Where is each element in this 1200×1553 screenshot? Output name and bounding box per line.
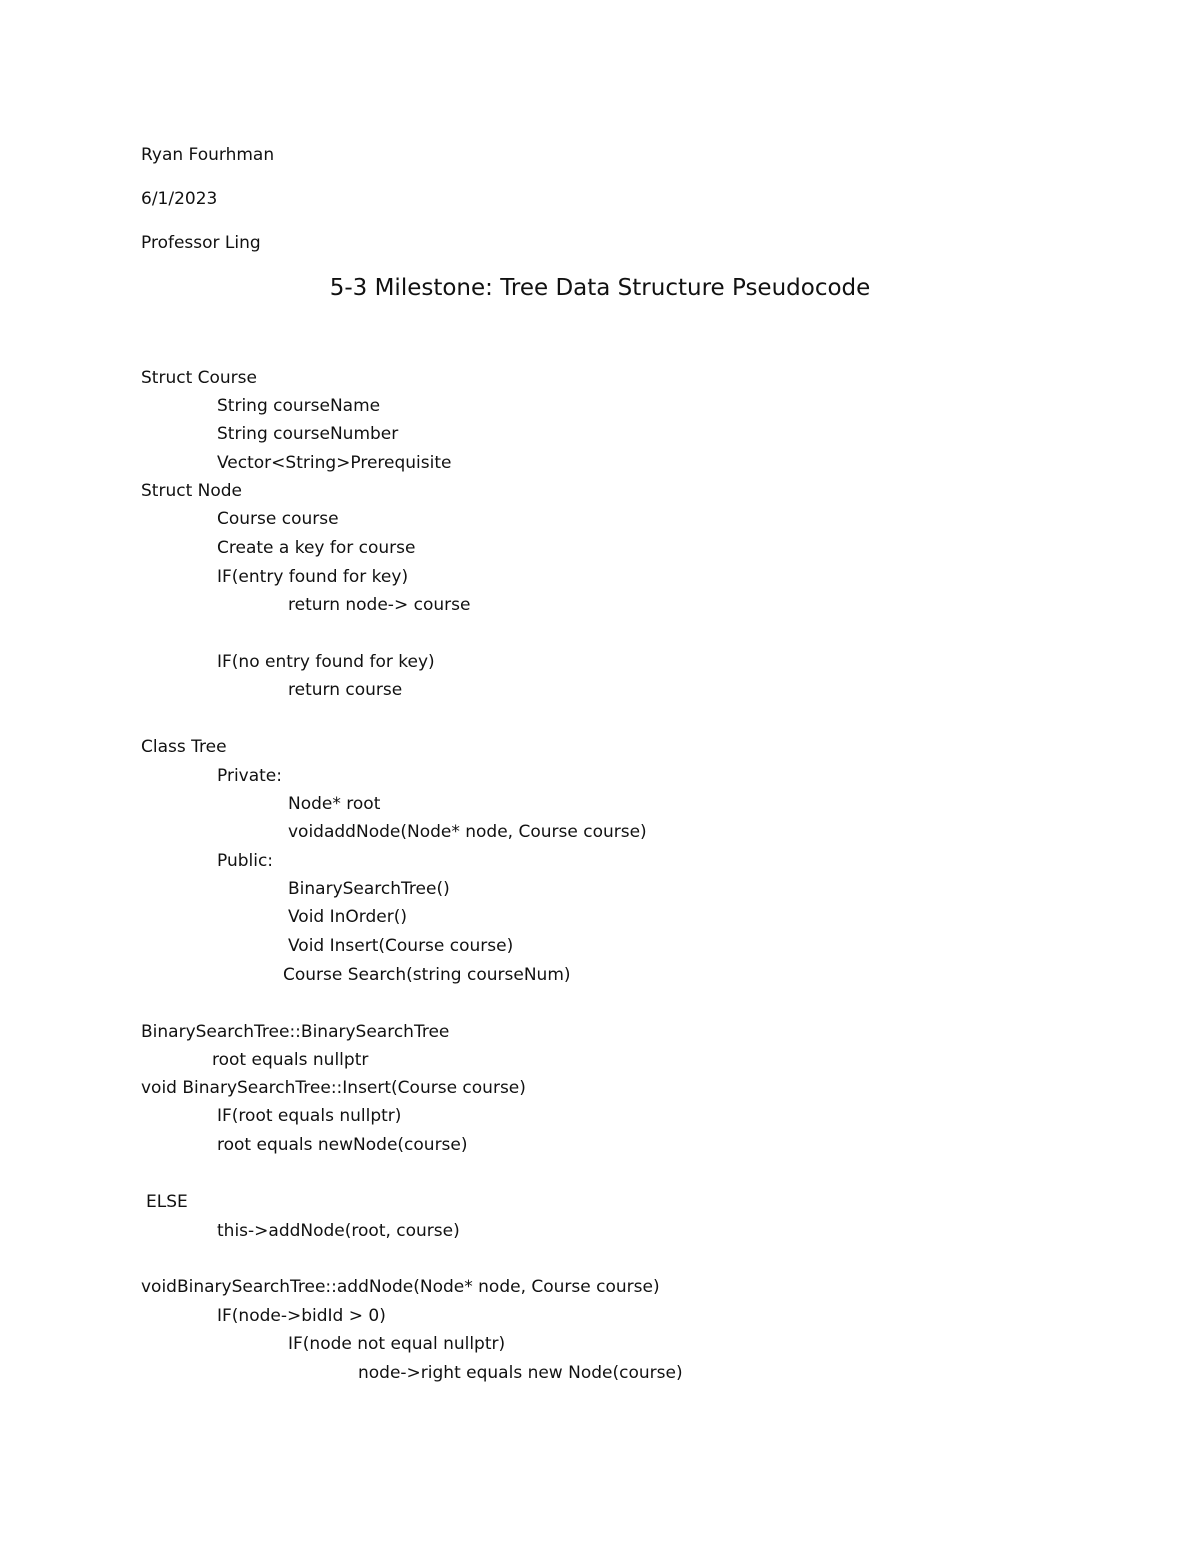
document-title: 5-3 Milestone: Tree Data Structure Pseudocode [329, 275, 871, 301]
code-line: Create a key for course [217, 538, 416, 558]
author-name: Ryan Fourhman [141, 145, 275, 165]
code-line: ELSE [146, 1192, 188, 1212]
code-line: BinarySearchTree::BinarySearchTree [141, 1022, 450, 1042]
code-line: Vector<String>Prerequisite [217, 453, 452, 473]
code-line: BinarySearchTree() [288, 879, 450, 899]
code-line: IF(entry found for key) [217, 567, 409, 587]
code-line: root equals nullptr [212, 1050, 369, 1070]
code-line: this->addNode(root, course) [217, 1221, 460, 1241]
code-line: return course [288, 680, 403, 700]
code-line: IF(no entry found for key) [217, 652, 435, 672]
code-line: IF(node not equal nullptr) [288, 1334, 506, 1354]
code-line: Public: [217, 851, 274, 871]
code-line: Void Insert(Course course) [288, 936, 514, 956]
code-line: Struct Course [141, 368, 257, 388]
code-line: return node-> course [288, 595, 471, 615]
code-line: String courseName [217, 396, 381, 416]
code-line: voidBinarySearchTree::addNode(Node* node, Course course) [141, 1277, 660, 1297]
professor-name: Professor Ling [141, 233, 261, 253]
code-line: Struct Node [141, 481, 243, 501]
code-line: Class Tree [141, 737, 227, 757]
code-line: Void InOrder() [288, 907, 407, 927]
code-line: root equals newNode(course) [217, 1135, 468, 1155]
code-line: voidaddNode(Node* node, Course course) [288, 822, 647, 842]
code-line: void BinarySearchTree::Insert(Course course) [141, 1078, 526, 1098]
code-line: IF(node->bidId > 0) [217, 1306, 386, 1326]
code-line: Course Search(string courseNum) [283, 965, 571, 985]
code-line: String courseNumber [217, 424, 399, 444]
code-line: node->right equals new Node(course) [358, 1363, 683, 1383]
code-line: Node* root [288, 794, 381, 814]
code-line: Private: [217, 766, 282, 786]
code-line: Course course [217, 509, 339, 529]
document-date: 6/1/2023 [141, 189, 218, 209]
code-line: IF(root equals nullptr) [217, 1106, 402, 1126]
